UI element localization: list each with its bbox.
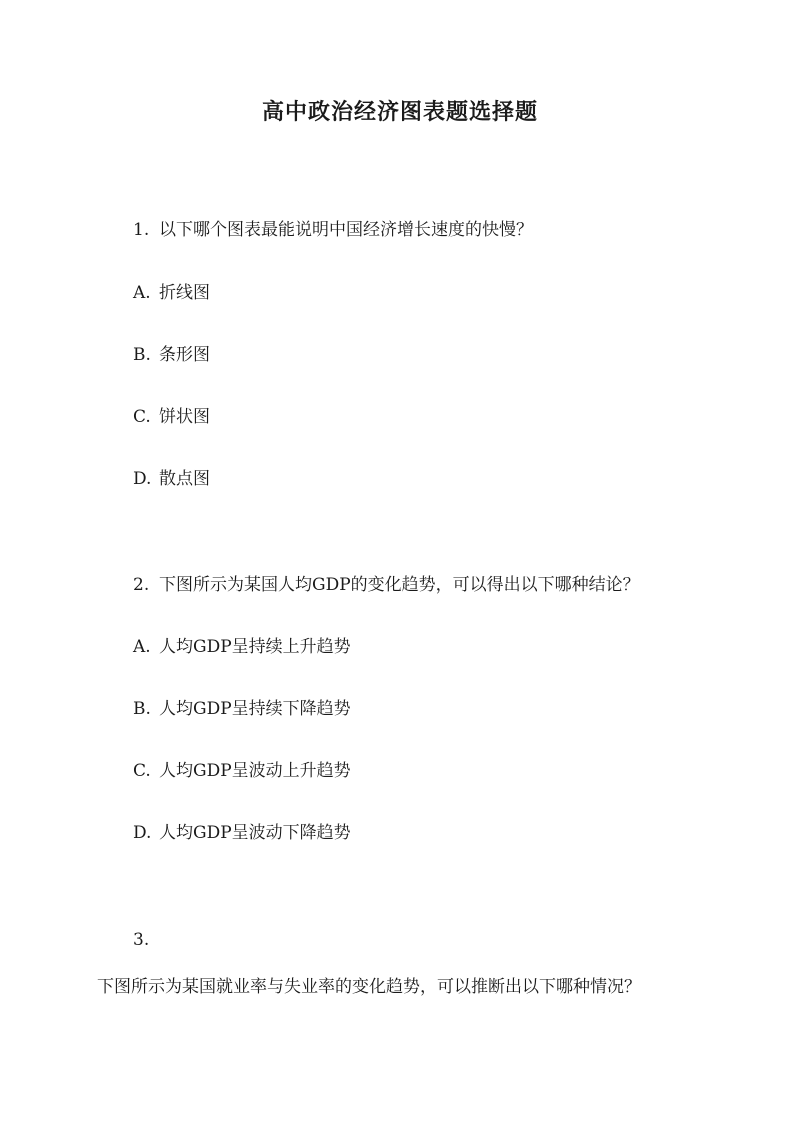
option-text: 人均GDP呈波动下降趋势 [159,823,351,843]
question-2 [133,573,640,597]
question-1-option-d [133,467,210,491]
question-text: 以下哪个图表最能说明中国经济增长速度的快慢？ [159,220,533,240]
question-1-option-c [133,405,210,429]
page-title: 高中政治经济图表题选择题 [261,99,538,125]
option-letter: D. [133,469,152,489]
question-number: 2. [133,575,150,595]
option-letter: A. [133,637,151,657]
option-letter: C. [133,761,151,781]
option-text: 散点图 [159,469,210,489]
question-2-option-d [133,821,351,845]
option-letter: B. [133,699,151,719]
option-text: 人均GDP呈波动上升趋势 [159,761,351,781]
question-2-option-b [133,697,351,721]
option-text: 人均GDP呈持续上升趋势 [159,637,351,657]
option-letter: C. [133,407,151,427]
question-3-text: 下图所示为某国就业率与失业率的变化趋势，可以推断出以下哪种情况？ [97,977,641,997]
question-2-option-c [133,759,351,783]
question-2-option-a [133,635,351,659]
option-text: 条形图 [159,345,210,365]
option-letter: D. [133,823,152,843]
question-1-option-a [133,281,210,305]
option-text: 饼状图 [159,407,210,427]
question-3-number: 3. [133,930,150,950]
option-text: 人均GDP呈持续下降趋势 [159,699,351,719]
question-number: 1. [133,220,150,240]
option-text: 折线图 [159,283,210,303]
option-letter: A. [133,283,151,303]
question-1-option-b [133,343,210,367]
option-letter: B. [133,345,151,365]
question-text: 下图所示为某国人均GDP的变化趋势，可以得出以下哪种结论？ [159,575,640,595]
question-1 [133,218,533,242]
